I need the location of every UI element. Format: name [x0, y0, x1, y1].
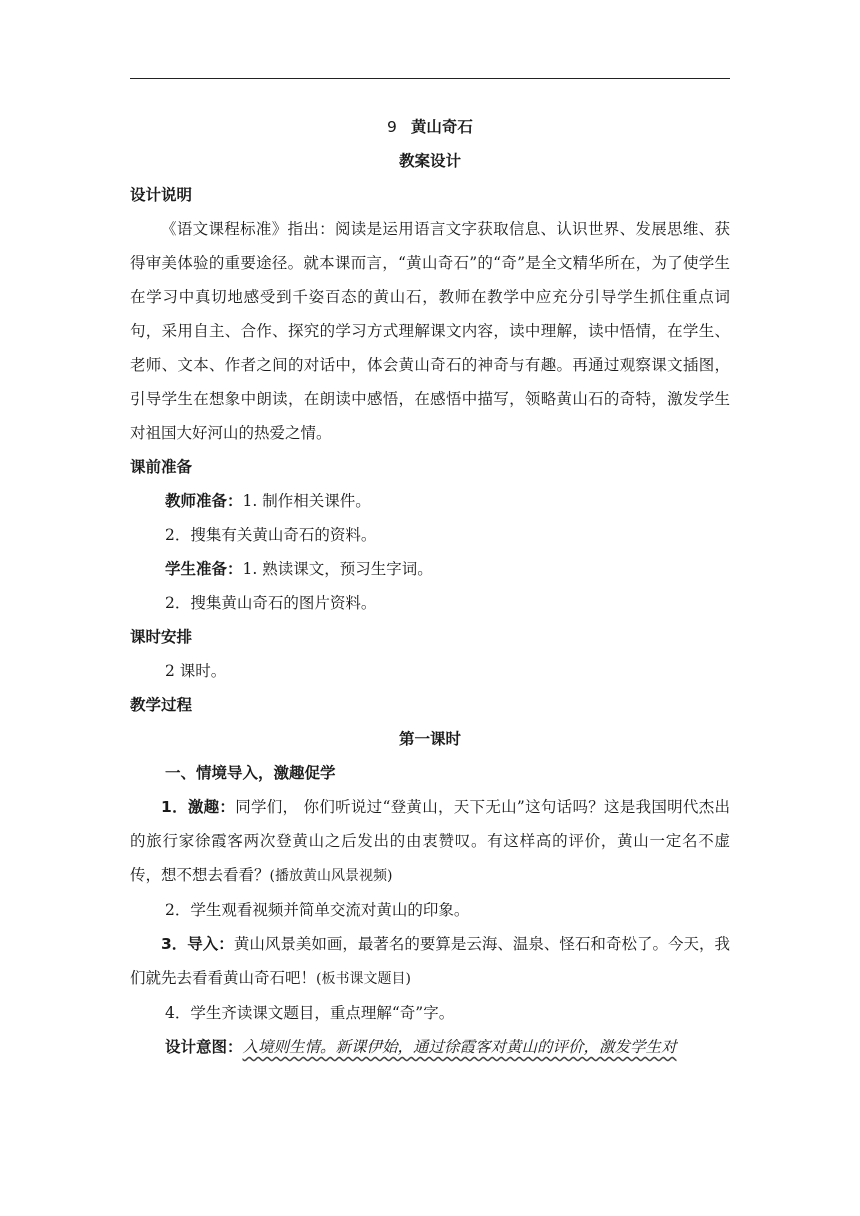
preparation-heading: 课前准备: [130, 458, 193, 476]
teacher-prep-item-1: 1. 制作相关课件。: [242, 492, 371, 510]
step-2-text: 2．学生观看视频并简单交流对黄山的印象。: [165, 901, 470, 919]
step-1-paragraph: [130, 790, 730, 893]
lesson-number: 9: [387, 118, 397, 136]
schedule-heading: 课时安排: [130, 628, 193, 646]
part-1-heading: 一、情境导入，激趣促学: [165, 764, 336, 782]
design-note-paragraph: 《语文课程标准》指出：阅读是运用语言文字获取信息、认识世界、发展思维、获得审美体验的重要途径。就本课而言，“黄山奇石”的“奇”是全文精华所在，为了使学生在学习中真切地感受到千姿百态的黄山石，教师在教学中应充分引导学生抓住重点词句，采用自主、合作、探究的学习方式理解课文内容，读中理解，读中悟情，在学生、老师、文本、作者之间的对话中，体会黄山奇石的神奇与有趣。再通过观察课文插图，引导学生在想象中朗读，在朗读中感悟，在感悟中描写，领略黄山石的奇特，激发学生对祖国大好河山的热爱之情。: [130, 220, 730, 442]
document-body: [130, 110, 730, 1064]
student-prep-item-1: 1. 熟读课文，预习生字词。: [242, 560, 433, 578]
header-rule: [130, 78, 730, 79]
teacher-prep-item-2: 2．搜集有关黄山奇石的资料。: [165, 526, 377, 544]
student-prep-item-2: 2．搜集黄山奇石的图片资料。: [165, 594, 377, 612]
teacher-prep-line: [130, 484, 730, 518]
step-4-text: 4．学生齐读课文题目，重点理解“奇”字。: [165, 1004, 455, 1022]
design-intent-label: 设计意图：: [165, 1038, 243, 1056]
process-heading: 教学过程: [130, 696, 193, 714]
step-1-note: (播放黄山风景视频): [269, 868, 393, 884]
design-note-heading: 设计说明: [130, 186, 193, 204]
student-prep-line: [130, 552, 730, 586]
step-3-paragraph: [130, 927, 730, 996]
design-intent-line: [130, 1030, 730, 1064]
lesson-1-heading: 第一课时: [398, 730, 461, 748]
design-intent-text: 入境则生情。新课伊始，通过徐霞客对黄山的评价，激发学生对: [242, 1038, 677, 1056]
step-1-label: 1．激趣：: [161, 798, 236, 816]
step-3-label: 3．导入：: [161, 935, 234, 953]
lesson-title-text: 黄山奇石: [410, 118, 473, 136]
student-prep-label: 学生准备：: [165, 560, 243, 578]
step-1-text: 同学们， 你们听说过“登黄山，天下无山”这句话吗？这是我国明代杰出的旅行家徐霞客两次登黄山之后发出的由衷赞叹。有这样高的评价，黄山一定名不虚传，想不想去看看？: [130, 798, 730, 884]
step-3-text: 黄山风景美如画，最著名的要算是云海、温泉、怪石和奇松了。今天，我们就先去看看黄山奇石吧！: [130, 935, 730, 987]
lesson-subtitle: 教案设计: [398, 152, 461, 170]
teacher-prep-label: 教师准备：: [165, 492, 243, 510]
schedule-text: 2 课时。: [165, 662, 227, 680]
step-3-note: (板书课文题目): [316, 971, 411, 987]
lesson-title: [130, 110, 730, 144]
